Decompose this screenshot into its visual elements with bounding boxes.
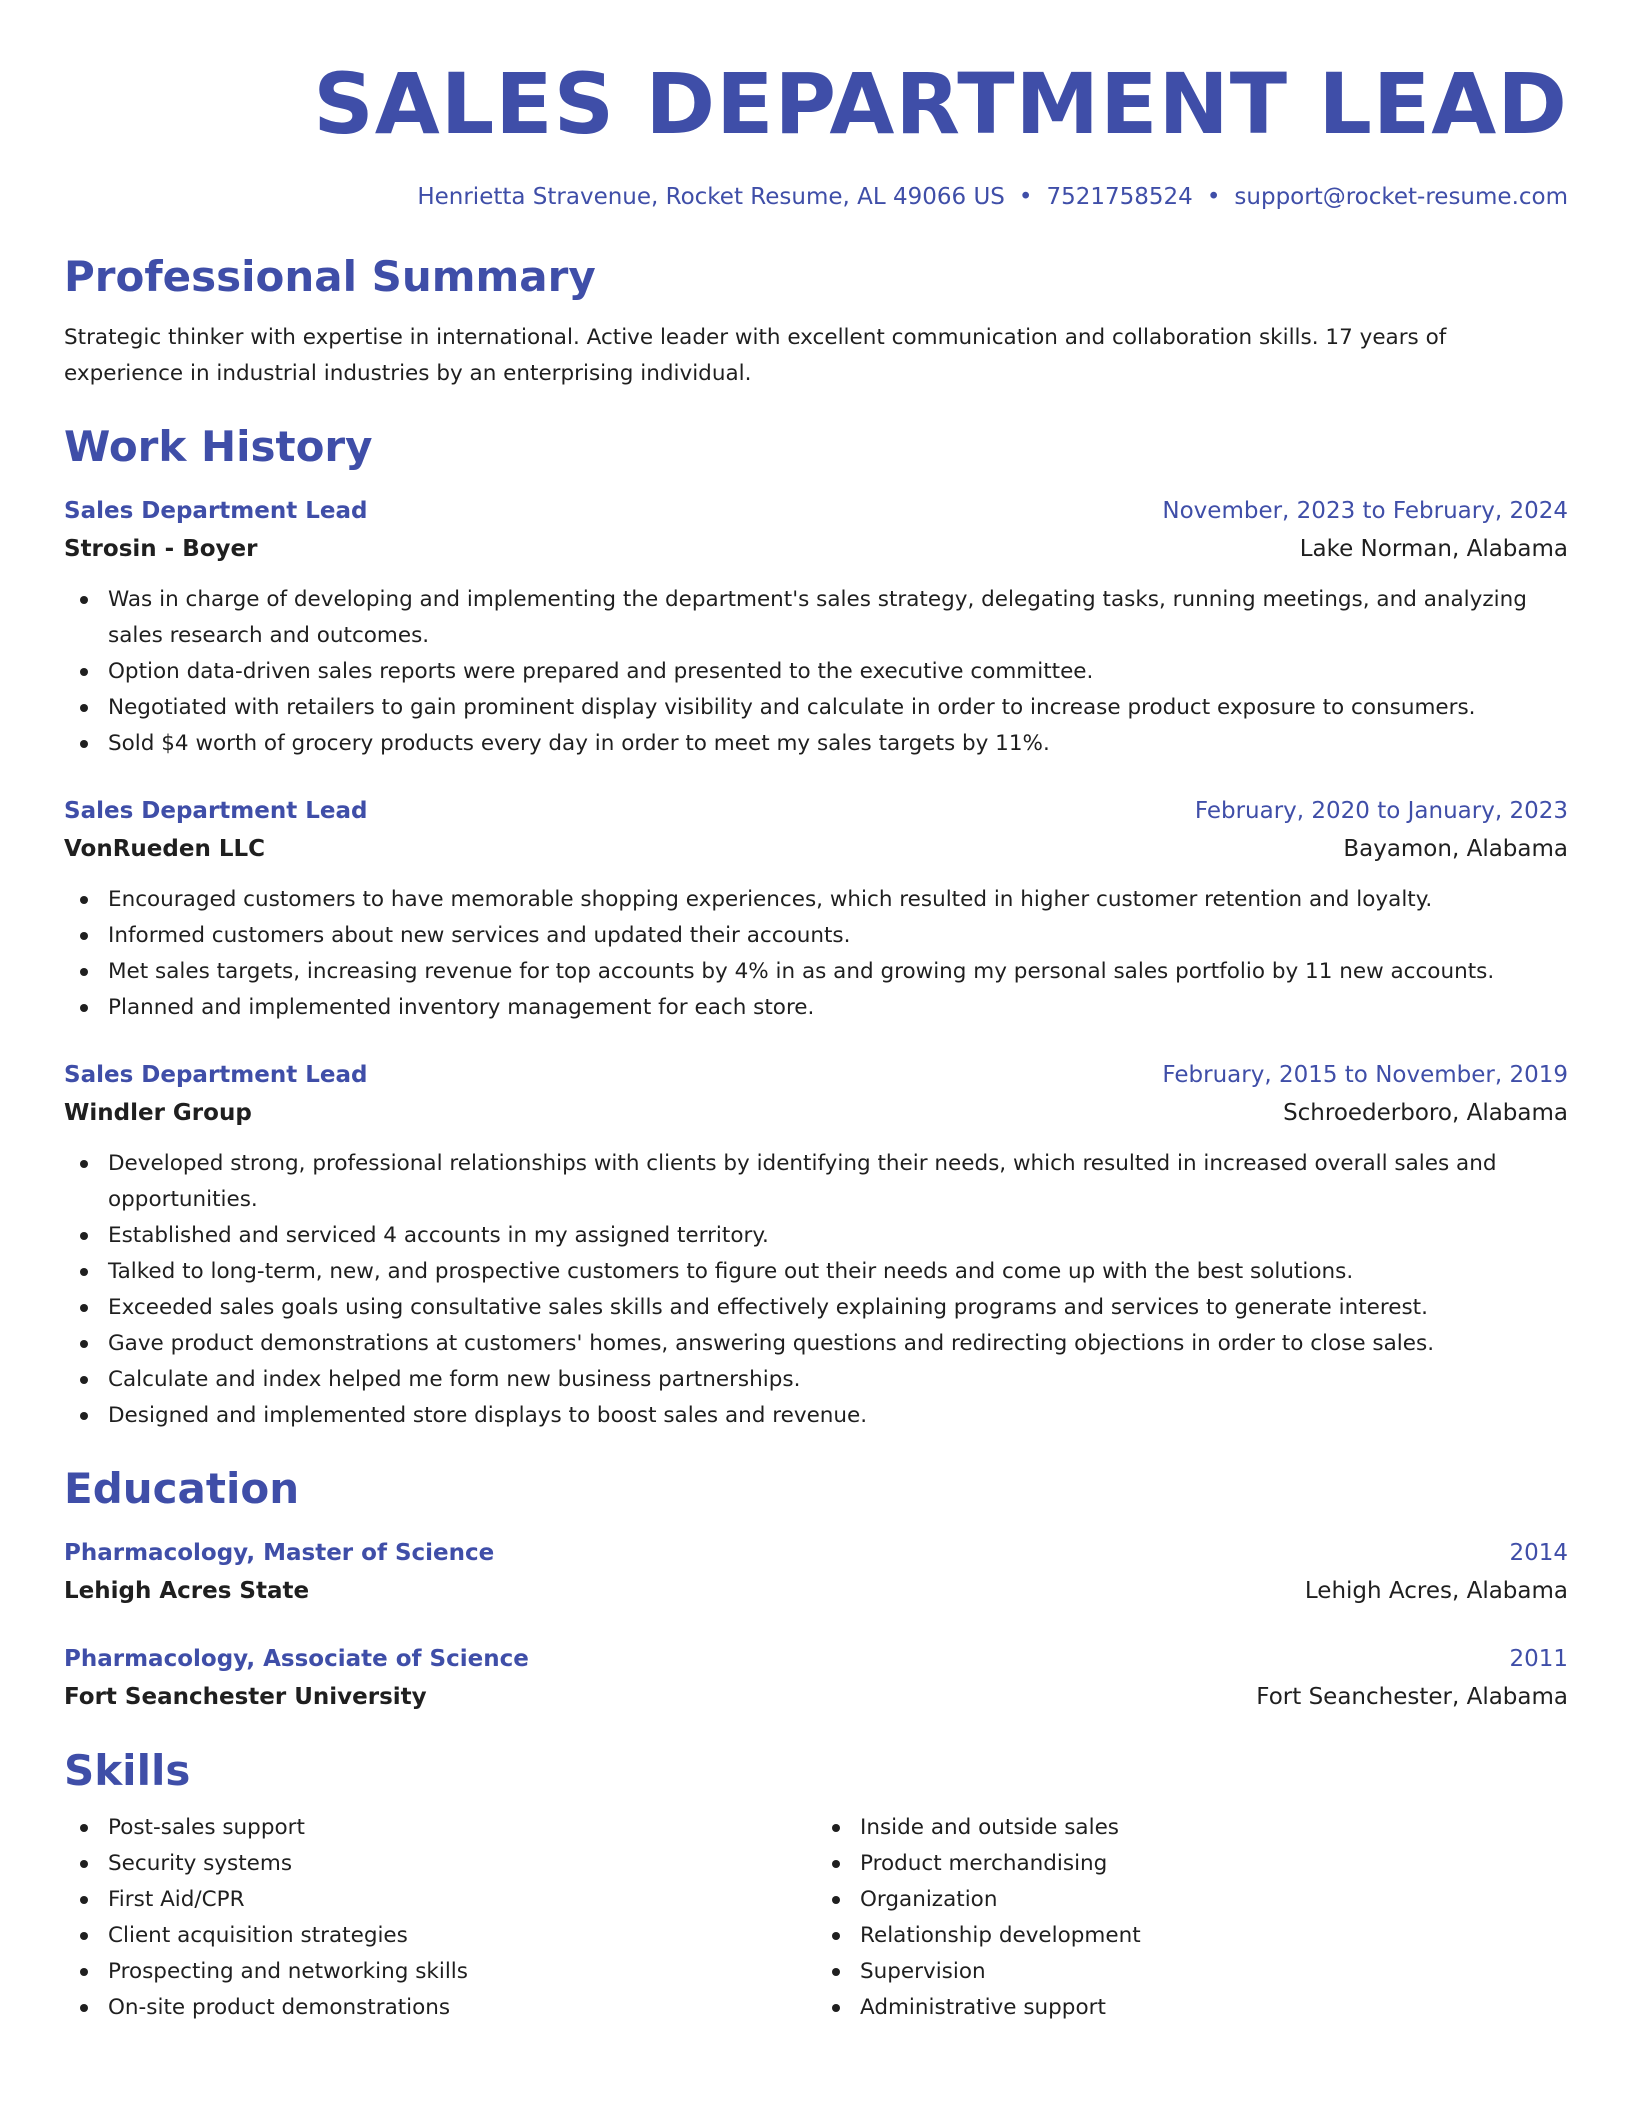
job-dates: February, 2020 to January, 2023 bbox=[1194, 798, 1568, 824]
list-item: Developed strong, professional relationships with clients by identifying their needs, which resulted in increased overall sales and opportunities. bbox=[64, 1146, 1568, 1218]
list-item: Prospecting and networking skills bbox=[64, 1954, 816, 1990]
job-dates: February, 2015 to November, 2019 bbox=[1162, 1062, 1568, 1088]
section-title-summary: Professional Summary bbox=[64, 252, 596, 301]
candidate-title: SALES DEPARTMENT LEAD bbox=[313, 55, 1568, 153]
job-entry bbox=[64, 1056, 1568, 1434]
list-item: Designed and implemented store displays to boost sales and revenue. bbox=[64, 1398, 1568, 1434]
list-item: Security systems bbox=[64, 1846, 816, 1882]
section-title-skills: Skills bbox=[64, 1746, 191, 1795]
education-degree: Pharmacology, Associate of Science bbox=[64, 1646, 529, 1672]
list-item: Informed customers about new services and updated their accounts. bbox=[64, 918, 1568, 954]
list-item: Exceeded sales goals using consultative sales skills and effectively explaining programs and services to generate interest. bbox=[64, 1290, 1568, 1326]
job-bullets bbox=[64, 1146, 1568, 1434]
list-item: Supervision bbox=[816, 1954, 1568, 1990]
job-entry bbox=[64, 792, 1568, 1026]
list-item: Negotiated with retailers to gain prominent display visibility and calculate in order to increase product exposure to consumers. bbox=[64, 690, 1568, 726]
skills-list-right bbox=[816, 1810, 1568, 2026]
job-bullets bbox=[64, 582, 1568, 762]
education-school: Lehigh Acres State bbox=[64, 1578, 310, 1604]
education-entry bbox=[64, 1640, 1568, 1716]
list-item: Planned and implemented inventory management for each store. bbox=[64, 990, 1568, 1026]
section-title-work-history: Work History bbox=[64, 422, 373, 471]
job-location: Bayamon, Alabama bbox=[1343, 836, 1568, 862]
job-company: Strosin - Boyer bbox=[64, 536, 258, 562]
list-item: Product merchandising bbox=[816, 1846, 1568, 1882]
list-item: Client acquisition strategies bbox=[64, 1918, 816, 1954]
job-role: Sales Department Lead bbox=[64, 1062, 368, 1088]
summary-text: Strategic thinker with expertise in international. Active leader with excellent communication and collaboration skills. 17 years of experience in industrial industries by an enterprising individual. bbox=[64, 325, 1447, 386]
list-item: Established and serviced 4 accounts in my assigned territory. bbox=[64, 1218, 1568, 1254]
education-entry bbox=[64, 1534, 1568, 1610]
contact-separator: • bbox=[1018, 184, 1033, 210]
education-degree: Pharmacology, Master of Science bbox=[64, 1540, 495, 1566]
list-item: On-site product demonstrations bbox=[64, 1990, 816, 2026]
job-company: Windler Group bbox=[64, 1100, 252, 1126]
job-bullets bbox=[64, 882, 1568, 1026]
skills-list-left bbox=[64, 1810, 816, 2026]
list-item: Talked to long-term, new, and prospective customers to figure out their needs and come up with the best solutions. bbox=[64, 1254, 1568, 1290]
job-role: Sales Department Lead bbox=[64, 498, 368, 524]
list-item: Relationship development bbox=[816, 1918, 1568, 1954]
list-item: Inside and outside sales bbox=[816, 1810, 1568, 1846]
list-item: First Aid/CPR bbox=[64, 1882, 816, 1918]
job-company: VonRueden LLC bbox=[64, 836, 266, 862]
job-entry bbox=[64, 492, 1568, 762]
education-year: 2014 bbox=[1509, 1540, 1568, 1566]
list-item: Option data-driven sales reports were prepared and presented to the executive committee. bbox=[64, 654, 1568, 690]
list-item: Sold $4 worth of grocery products every day in order to meet my sales targets by 11%. bbox=[64, 726, 1568, 762]
education-location: Lehigh Acres, Alabama bbox=[1304, 1578, 1568, 1604]
contact-line bbox=[64, 182, 1568, 212]
list-item: Administrative support bbox=[816, 1990, 1568, 2026]
job-dates: November, 2023 to February, 2024 bbox=[1162, 498, 1568, 524]
job-role: Sales Department Lead bbox=[64, 798, 368, 824]
education-location: Fort Seanchester, Alabama bbox=[1256, 1684, 1568, 1710]
contact-phone[interactable]: 7521758524 bbox=[1046, 184, 1193, 210]
list-item: Gave product demonstrations at customers' homes, answering questions and redirecting objections in order to close sales. bbox=[64, 1326, 1568, 1362]
job-location: Schroederboro, Alabama bbox=[1283, 1100, 1568, 1126]
contact-address: Henrietta Stravenue, Rocket Resume, AL 49066 US bbox=[417, 184, 1005, 210]
education-year: 2011 bbox=[1509, 1646, 1568, 1672]
job-location: Lake Norman, Alabama bbox=[1299, 536, 1568, 562]
resume-header bbox=[64, 0, 1568, 212]
list-item: Met sales targets, increasing revenue for top accounts by 4% in as and growing my personal sales portfolio by 11 new accounts. bbox=[64, 954, 1568, 990]
list-item: Encouraged customers to have memorable shopping experiences, which resulted in higher customer retention and loyalty. bbox=[64, 882, 1568, 918]
list-item: Post-sales support bbox=[64, 1810, 816, 1846]
skills-columns bbox=[64, 1810, 1568, 2026]
contact-email[interactable]: support@rocket-resume.com bbox=[1234, 184, 1568, 210]
list-item: Was in charge of developing and implementing the department's sales strategy, delegating tasks, running meetings, and analyzing sales research and outcomes. bbox=[64, 582, 1568, 654]
list-item: Calculate and index helped me form new business partnerships. bbox=[64, 1362, 1568, 1398]
contact-separator: • bbox=[1206, 184, 1221, 210]
education-school: Fort Seanchester University bbox=[64, 1684, 427, 1710]
list-item: Organization bbox=[816, 1882, 1568, 1918]
section-title-education: Education bbox=[64, 1464, 300, 1513]
